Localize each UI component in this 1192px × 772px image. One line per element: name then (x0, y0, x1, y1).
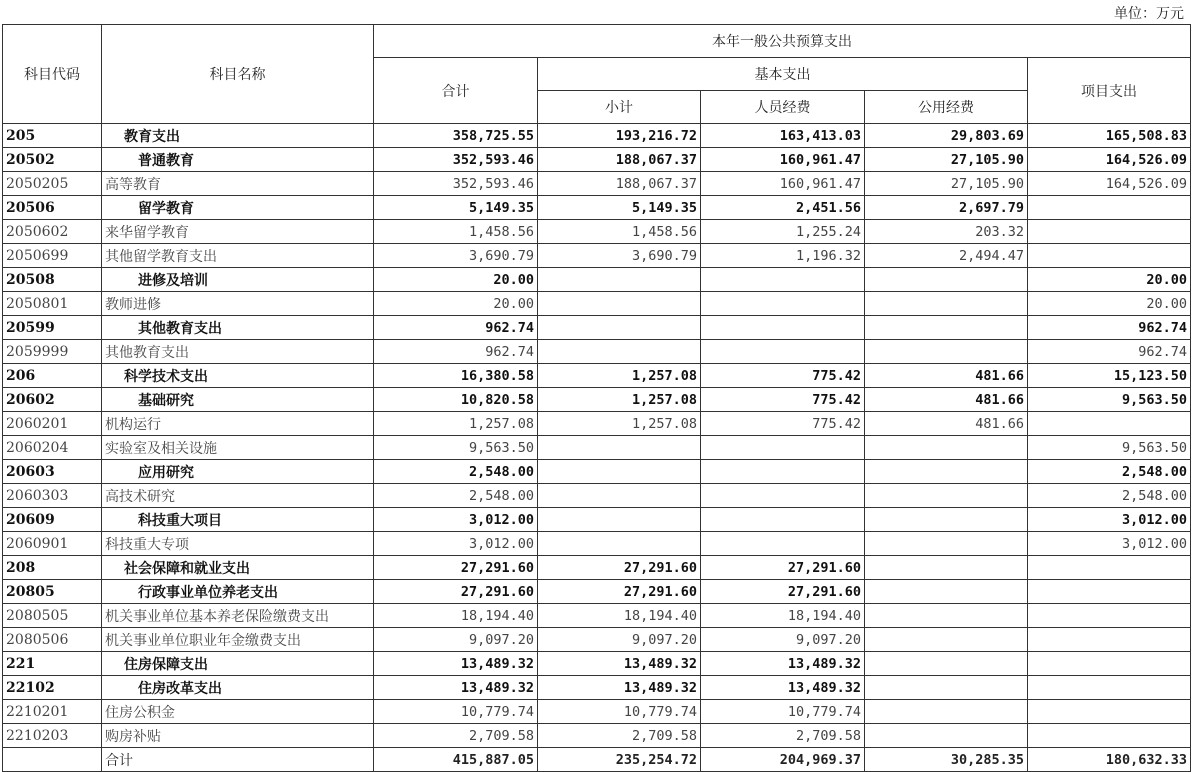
cell-project (1028, 604, 1191, 628)
table-row (3, 508, 1191, 532)
cell-project: 2,548.00 (1028, 460, 1191, 484)
cell-personnel: 27,291.60 (701, 580, 865, 604)
cell-public (865, 628, 1028, 652)
cell-code: 2060204 (3, 436, 102, 460)
table-row (3, 676, 1191, 700)
cell-public: 29,803.69 (865, 124, 1028, 148)
cell-public (865, 700, 1028, 724)
table-row (3, 340, 1191, 364)
cell-project: 9,563.50 (1028, 388, 1191, 412)
cell-code: 20508 (3, 268, 102, 292)
cell-public: 2,697.79 (865, 196, 1028, 220)
table-body (3, 124, 1191, 772)
cell-total: 3,690.79 (374, 244, 538, 268)
table-row (3, 292, 1191, 316)
cell-code: 20805 (3, 580, 102, 604)
cell-public (865, 268, 1028, 292)
cell-public: 481.66 (865, 364, 1028, 388)
cell-public (865, 556, 1028, 580)
cell-name: 普通教育 (102, 148, 374, 172)
cell-code: 206 (3, 364, 102, 388)
cell-public (865, 508, 1028, 532)
cell-code: 20502 (3, 148, 102, 172)
cell-personnel: 204,969.37 (701, 748, 865, 772)
cell-public (865, 316, 1028, 340)
cell-personnel (701, 436, 865, 460)
cell-subtotal: 27,291.60 (538, 580, 701, 604)
cell-personnel: 13,489.32 (701, 676, 865, 700)
table-row (3, 148, 1191, 172)
table-row (3, 700, 1191, 724)
cell-personnel (701, 316, 865, 340)
cell-personnel: 775.42 (701, 388, 865, 412)
cell-name: 机关事业单位基本养老保险缴费支出 (102, 604, 374, 628)
cell-public (865, 340, 1028, 364)
cell-name: 机关事业单位职业年金缴费支出 (102, 628, 374, 652)
cell-name: 其他留学教育支出 (102, 244, 374, 268)
cell-public: 203.32 (865, 220, 1028, 244)
table-row (3, 196, 1191, 220)
cell-total: 13,489.32 (374, 676, 538, 700)
cell-subtotal (538, 292, 701, 316)
cell-code: 2210203 (3, 724, 102, 748)
cell-project: 962.74 (1028, 316, 1191, 340)
cell-public (865, 292, 1028, 316)
cell-total: 352,593.46 (374, 172, 538, 196)
cell-subtotal (538, 316, 701, 340)
cell-name: 应用研究 (102, 460, 374, 484)
cell-subtotal: 188,067.37 (538, 172, 701, 196)
table-row (3, 124, 1191, 148)
cell-total: 16,380.58 (374, 364, 538, 388)
cell-project (1028, 196, 1191, 220)
cell-personnel: 18,194.40 (701, 604, 865, 628)
cell-subtotal: 1,257.08 (538, 388, 701, 412)
cell-total: 2,548.00 (374, 460, 538, 484)
header-personnel: 人员经费 (701, 91, 865, 124)
cell-total: 13,489.32 (374, 652, 538, 676)
cell-project: 9,563.50 (1028, 436, 1191, 460)
header-project: 项目支出 (1028, 58, 1191, 124)
table-row (3, 172, 1191, 196)
cell-code: 2050602 (3, 220, 102, 244)
cell-name: 科技重大项目 (102, 508, 374, 532)
cell-personnel: 13,489.32 (701, 652, 865, 676)
cell-total: 3,012.00 (374, 532, 538, 556)
cell-project: 20.00 (1028, 268, 1191, 292)
table-row (3, 724, 1191, 748)
cell-public: 30,285.35 (865, 748, 1028, 772)
cell-name: 科学技术支出 (102, 364, 374, 388)
cell-public: 27,105.90 (865, 172, 1028, 196)
cell-total: 3,012.00 (374, 508, 538, 532)
cell-name: 科技重大专项 (102, 532, 374, 556)
cell-total: 2,709.58 (374, 724, 538, 748)
cell-total: 5,149.35 (374, 196, 538, 220)
cell-name: 留学教育 (102, 196, 374, 220)
cell-code: 20599 (3, 316, 102, 340)
cell-personnel: 27,291.60 (701, 556, 865, 580)
cell-public: 481.66 (865, 412, 1028, 436)
cell-name: 购房补贴 (102, 724, 374, 748)
table-row (3, 268, 1191, 292)
table-row (3, 436, 1191, 460)
cell-name: 住房公积金 (102, 700, 374, 724)
cell-public (865, 484, 1028, 508)
table-row (3, 484, 1191, 508)
cell-public: 481.66 (865, 388, 1028, 412)
cell-subtotal: 235,254.72 (538, 748, 701, 772)
cell-personnel: 2,709.58 (701, 724, 865, 748)
cell-personnel (701, 484, 865, 508)
table-row (3, 460, 1191, 484)
cell-project (1028, 652, 1191, 676)
cell-total: 20.00 (374, 292, 538, 316)
cell-personnel: 1,255.24 (701, 220, 865, 244)
cell-project (1028, 676, 1191, 700)
cell-personnel: 775.42 (701, 412, 865, 436)
unit-label: 单位：万元 (1114, 6, 1184, 22)
cell-public (865, 460, 1028, 484)
cell-subtotal: 10,779.74 (538, 700, 701, 724)
cell-public: 2,494.47 (865, 244, 1028, 268)
cell-project (1028, 220, 1191, 244)
cell-subtotal: 188,067.37 (538, 148, 701, 172)
cell-code: 2080505 (3, 604, 102, 628)
cell-project: 2,548.00 (1028, 484, 1191, 508)
cell-public (865, 676, 1028, 700)
cell-project: 164,526.09 (1028, 148, 1191, 172)
table-row (3, 364, 1191, 388)
table-row (3, 580, 1191, 604)
cell-personnel (701, 508, 865, 532)
cell-total: 10,779.74 (374, 700, 538, 724)
cell-total: 415,887.05 (374, 748, 538, 772)
cell-name: 来华留学教育 (102, 220, 374, 244)
cell-code: 2059999 (3, 340, 102, 364)
cell-subtotal: 13,489.32 (538, 676, 701, 700)
table-row (3, 628, 1191, 652)
cell-total: 2,548.00 (374, 484, 538, 508)
cell-personnel: 10,779.74 (701, 700, 865, 724)
cell-name: 住房保障支出 (102, 652, 374, 676)
cell-personnel: 160,961.47 (701, 148, 865, 172)
cell-personnel: 160,961.47 (701, 172, 865, 196)
cell-subtotal: 18,194.40 (538, 604, 701, 628)
cell-subtotal (538, 508, 701, 532)
cell-personnel: 1,196.32 (701, 244, 865, 268)
cell-code: 20506 (3, 196, 102, 220)
cell-project (1028, 244, 1191, 268)
cell-project: 3,012.00 (1028, 508, 1191, 532)
table-row (3, 388, 1191, 412)
header-public: 公用经费 (865, 91, 1028, 124)
cell-name: 进修及培训 (102, 268, 374, 292)
cell-total: 10,820.58 (374, 388, 538, 412)
cell-project: 180,632.33 (1028, 748, 1191, 772)
cell-project: 20.00 (1028, 292, 1191, 316)
cell-public (865, 580, 1028, 604)
cell-personnel (701, 532, 865, 556)
cell-code: 208 (3, 556, 102, 580)
cell-project (1028, 412, 1191, 436)
cell-project (1028, 628, 1191, 652)
cell-total: 9,563.50 (374, 436, 538, 460)
cell-name: 教育支出 (102, 124, 374, 148)
cell-name: 基础研究 (102, 388, 374, 412)
cell-code: 2050699 (3, 244, 102, 268)
cell-project: 15,123.50 (1028, 364, 1191, 388)
cell-name: 其他教育支出 (102, 316, 374, 340)
cell-name: 高等教育 (102, 172, 374, 196)
cell-name: 教师进修 (102, 292, 374, 316)
cell-code: 205 (3, 124, 102, 148)
table-row (3, 652, 1191, 676)
cell-name: 社会保障和就业支出 (102, 556, 374, 580)
cell-subtotal (538, 532, 701, 556)
cell-public: 27,105.90 (865, 148, 1028, 172)
cell-personnel: 775.42 (701, 364, 865, 388)
table-row (3, 316, 1191, 340)
cell-name: 高技术研究 (102, 484, 374, 508)
cell-code: 20609 (3, 508, 102, 532)
cell-code (3, 748, 102, 772)
cell-code: 20603 (3, 460, 102, 484)
cell-total: 1,458.56 (374, 220, 538, 244)
cell-personnel (701, 292, 865, 316)
cell-project (1028, 724, 1191, 748)
table-row (3, 244, 1191, 268)
cell-subtotal: 2,709.58 (538, 724, 701, 748)
table-row (3, 532, 1191, 556)
cell-public (865, 652, 1028, 676)
cell-project: 165,508.83 (1028, 124, 1191, 148)
cell-personnel (701, 268, 865, 292)
header-code: 科目代码 (3, 25, 102, 124)
cell-total: 358,725.55 (374, 124, 538, 148)
table-row (3, 556, 1191, 580)
cell-code: 20602 (3, 388, 102, 412)
cell-project: 3,012.00 (1028, 532, 1191, 556)
budget-expenditure-table (2, 24, 1191, 772)
cell-total: 27,291.60 (374, 556, 538, 580)
cell-name: 合计 (102, 748, 374, 772)
cell-name: 其他教育支出 (102, 340, 374, 364)
cell-name: 住房改革支出 (102, 676, 374, 700)
header-basic: 基本支出 (538, 58, 1028, 91)
cell-total: 27,291.60 (374, 580, 538, 604)
cell-subtotal: 27,291.60 (538, 556, 701, 580)
cell-total: 962.74 (374, 316, 538, 340)
cell-code: 221 (3, 652, 102, 676)
cell-subtotal (538, 436, 701, 460)
cell-personnel: 9,097.20 (701, 628, 865, 652)
cell-subtotal: 193,216.72 (538, 124, 701, 148)
cell-name: 实验室及相关设施 (102, 436, 374, 460)
cell-code: 2060901 (3, 532, 102, 556)
cell-project (1028, 580, 1191, 604)
cell-name: 机构运行 (102, 412, 374, 436)
cell-subtotal: 1,257.08 (538, 412, 701, 436)
cell-total: 352,593.46 (374, 148, 538, 172)
cell-code: 2050205 (3, 172, 102, 196)
cell-code: 2060303 (3, 484, 102, 508)
cell-public (865, 532, 1028, 556)
table-row (3, 604, 1191, 628)
cell-code: 2060201 (3, 412, 102, 436)
cell-subtotal: 13,489.32 (538, 652, 701, 676)
cell-subtotal: 1,458.56 (538, 220, 701, 244)
cell-personnel: 163,413.03 (701, 124, 865, 148)
cell-subtotal: 3,690.79 (538, 244, 701, 268)
cell-personnel (701, 460, 865, 484)
header-group: 本年一般公共预算支出 (374, 25, 1191, 58)
cell-total: 9,097.20 (374, 628, 538, 652)
cell-total: 18,194.40 (374, 604, 538, 628)
cell-subtotal: 9,097.20 (538, 628, 701, 652)
header-subtotal: 小计 (538, 91, 701, 124)
cell-total: 1,257.08 (374, 412, 538, 436)
cell-project: 164,526.09 (1028, 172, 1191, 196)
cell-code: 2210201 (3, 700, 102, 724)
cell-personnel: 2,451.56 (701, 196, 865, 220)
cell-subtotal (538, 460, 701, 484)
cell-total: 962.74 (374, 340, 538, 364)
total-row (3, 748, 1191, 772)
cell-public (865, 724, 1028, 748)
cell-code: 2080506 (3, 628, 102, 652)
table-row (3, 412, 1191, 436)
cell-subtotal (538, 340, 701, 364)
cell-total: 20.00 (374, 268, 538, 292)
cell-project: 962.74 (1028, 340, 1191, 364)
cell-code: 22102 (3, 676, 102, 700)
header-name: 科目名称 (102, 25, 374, 124)
cell-personnel (701, 340, 865, 364)
header-total: 合计 (374, 58, 538, 124)
cell-name: 行政事业单位养老支出 (102, 580, 374, 604)
cell-project (1028, 700, 1191, 724)
cell-public (865, 604, 1028, 628)
cell-subtotal (538, 268, 701, 292)
cell-subtotal (538, 484, 701, 508)
cell-project (1028, 556, 1191, 580)
cell-subtotal: 1,257.08 (538, 364, 701, 388)
cell-subtotal: 5,149.35 (538, 196, 701, 220)
table-row (3, 220, 1191, 244)
cell-public (865, 436, 1028, 460)
cell-code: 2050801 (3, 292, 102, 316)
